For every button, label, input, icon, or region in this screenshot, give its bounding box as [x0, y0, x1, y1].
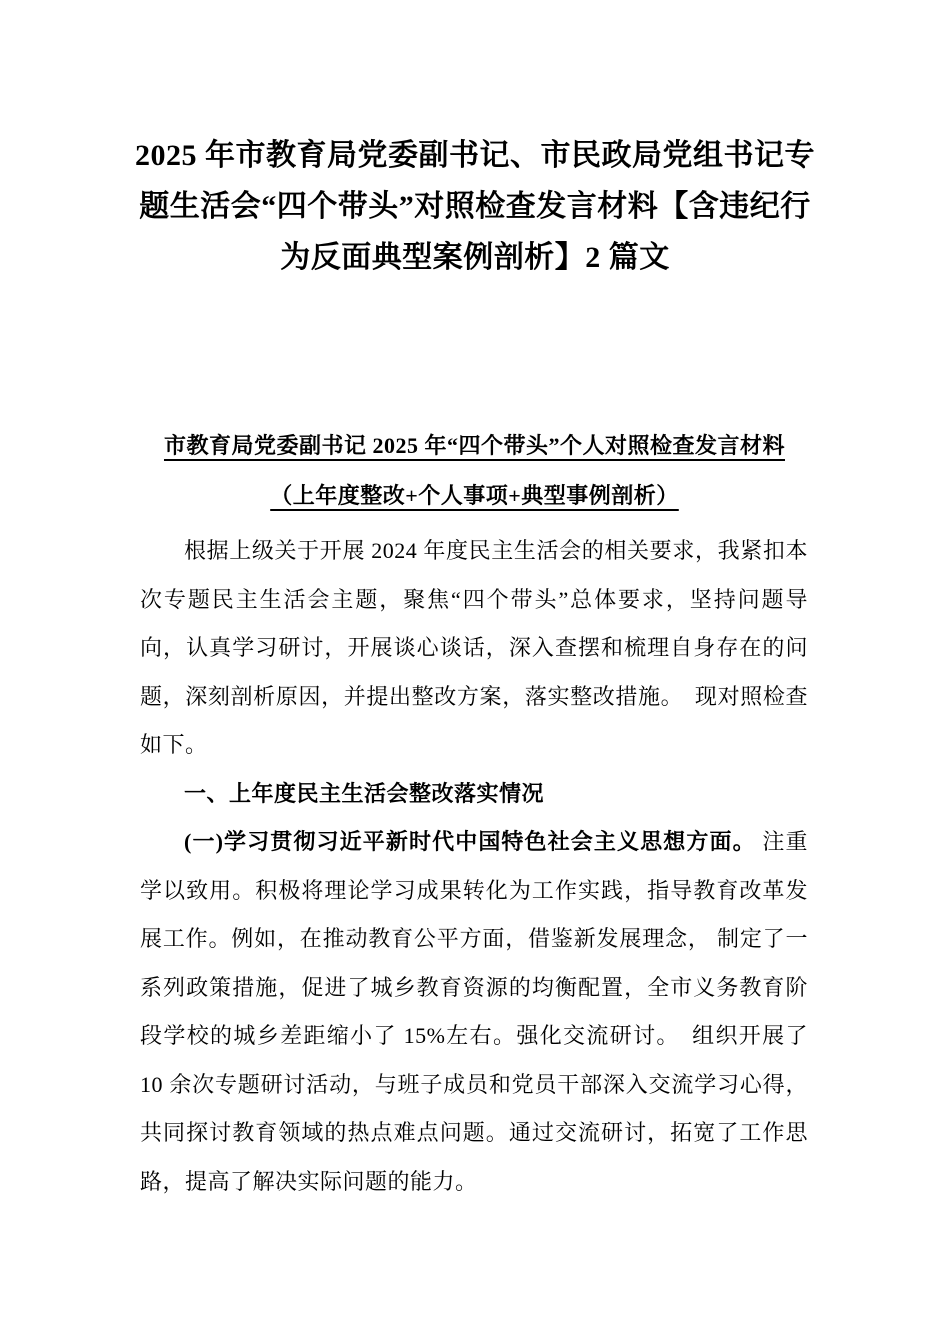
title-line-2: 题生活会“四个带头”对照检查发言材料【含违纪行 — [139, 190, 811, 223]
subtitle-line-2 — [140, 471, 809, 521]
subsection-1-paragraph — [140, 818, 808, 1206]
subtitle-line-1 — [140, 421, 809, 471]
title-line-1: 2025 年市教育局党委副书记、市民政局党组书记专 — [135, 139, 815, 172]
subtitle-line-1-text: 市教育局党委副书记 2025 年“四个带头”个人对照检查发言材料 — [163, 433, 785, 458]
subtitle-line-2-text: （上年度整改+个人事项+典型事例剖析） — [270, 483, 679, 508]
document-subtitle — [140, 421, 809, 521]
section-1-heading: 一、上年度民主生活会整改落实情况 — [184, 780, 545, 806]
intro-paragraph: 根据上级关于开展 2024 年度民主生活会的相关要求，我紧扣本次专题民主生活会主题，聚焦“四个带头”总体要求，坚持问题导向，认真学习研讨，开展谈心谈话，深入查摆和梳理自身存在的问题，深刻剖析原因，并提出整改方案，落实整改措施。 现对照检查如下。 — [140, 538, 808, 757]
subsection-1-body-text: 注重学以致用。积极将理论学习成果转化为工作实践，指导教育改革发展工作。例如，在推动教育公平方面，借鉴新发展理念， 制定了一系列政策措施，促进了城乡教育资源的均衡配置，全市义务教育阶段学校的城乡差距缩小了 15%左右。强化交流研讨。 组织开展了 10 余次专题研讨活动，与班子成员和党员干部深入交流学习心得，共同探讨教育领域的热点难点问题。通过交流研讨，拓宽了工作思路，提高了解决实际问题的能力。 — [140, 829, 808, 1194]
document-title — [110, 130, 840, 283]
subsection-1-lead: (一)学习贯彻习近平新时代中国特色社会主义思想方面。 — [184, 829, 756, 854]
title-line-3: 为反面典型案例剖析】2 篇文 — [280, 241, 670, 274]
